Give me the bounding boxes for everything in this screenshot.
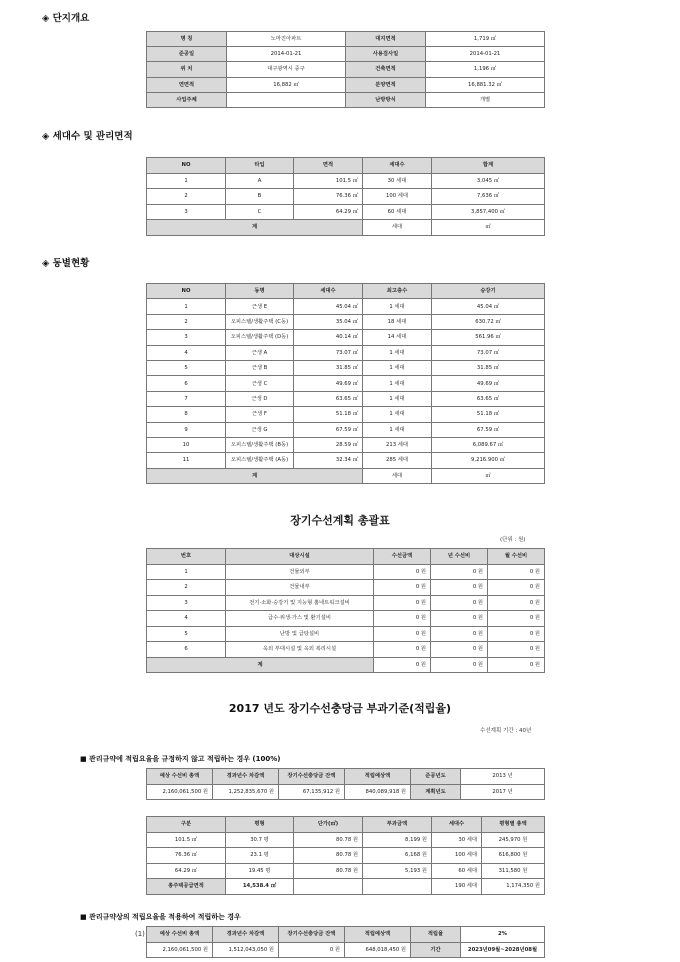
table-cell: 2014-01-21 — [227, 47, 346, 62]
table-cell: 67,135,912 원 — [279, 784, 345, 800]
table-cell: 명 칭 — [147, 32, 227, 47]
table-cell: 4 — [147, 611, 226, 627]
table-cell: 기간 — [411, 942, 461, 958]
table-cell: 49.69 ㎡ — [294, 376, 363, 391]
table-cell: 승강기 — [432, 284, 545, 299]
table-cell: 28.59 ㎡ — [294, 437, 363, 452]
table-cell: 0 원 — [431, 611, 488, 627]
table-row — [147, 422, 545, 437]
table-cell: 11 — [147, 453, 226, 468]
table-cell: 76.36 ㎡ — [147, 848, 226, 864]
table-cell: 1 세대 — [363, 422, 432, 437]
table-cell: 67.59 ㎡ — [294, 422, 363, 437]
table-cell: 1 세대 — [363, 376, 432, 391]
complex-overview-table — [146, 31, 545, 108]
table-cell: 6,168 원 — [363, 848, 432, 864]
table-cell: 6 — [147, 642, 226, 658]
table-cell: 위 치 — [147, 62, 227, 77]
table-cell: 오피스텔/생활주택 (A동) — [226, 453, 294, 468]
table-cell: 0 원 — [374, 642, 431, 658]
table-cell: 오피스텔/생활주택 (B동) — [226, 437, 294, 452]
table-cell: 2% — [461, 927, 545, 943]
table-cell: 32.34 ㎡ — [294, 453, 363, 468]
table-cell: 동명 — [226, 284, 294, 299]
table-row — [147, 879, 545, 895]
table-row — [147, 189, 545, 205]
table-cell: 0 원 — [488, 642, 545, 658]
table-cell: 14 세대 — [363, 330, 432, 345]
table-cell: 30.7 평 — [226, 832, 294, 848]
table-cell: 3,857,400 ㎡ — [432, 204, 545, 220]
table-cell: 5 — [147, 360, 226, 375]
allowance-criteria-title: 2017 년도 장기수선충당금 부과기준(적립율) — [228, 702, 452, 715]
table-cell — [294, 879, 363, 895]
table-cell: 합계 — [432, 158, 545, 174]
table-cell: 2013 년 — [461, 769, 545, 785]
table-row — [147, 437, 545, 452]
table-cell: 난방 및 급탕설비 — [226, 626, 374, 642]
table-cell: 년 수선비 — [431, 549, 488, 565]
table-cell: 0 원 — [431, 642, 488, 658]
table-row — [147, 848, 545, 864]
table-row — [147, 158, 545, 174]
table-cell: 계 — [147, 220, 363, 236]
table-cell: 계획년도 — [411, 784, 461, 800]
table-cell: 1 세대 — [363, 391, 432, 406]
table-row — [147, 92, 545, 107]
table-cell: 8 — [147, 407, 226, 422]
table-cell: 0 원 — [488, 564, 545, 580]
table-cell: 장기수선충당금 잔액 — [279, 927, 345, 943]
table-cell: 73.07 ㎡ — [294, 345, 363, 360]
table-cell: 0 원 — [488, 657, 545, 673]
table-cell: 7 — [147, 391, 226, 406]
table-cell: 101.5 ㎡ — [294, 173, 363, 189]
table-cell: 2 — [147, 580, 226, 596]
section-title-complex-overview: ◈ 단지개요 — [42, 13, 90, 24]
table-cell: 16,882 ㎡ — [227, 77, 346, 92]
table-row — [147, 62, 545, 77]
table-cell: 49.69 ㎡ — [432, 376, 545, 391]
table-row — [147, 360, 545, 375]
table-cell: 사용검사일 — [346, 47, 426, 62]
table-cell: 근생 C — [226, 376, 294, 391]
table-cell: 64.29 ㎡ — [294, 204, 363, 220]
table-cell: 타입 — [226, 158, 294, 174]
table-cell: 0 원 — [374, 580, 431, 596]
table-row — [147, 77, 545, 92]
table-cell: 세대수 — [363, 158, 432, 174]
table-cell: 0 원 — [431, 564, 488, 580]
table-row — [147, 611, 545, 627]
table-cell: 1,252,835,670 원 — [213, 784, 279, 800]
table-cell: 16,881.32 ㎡ — [426, 77, 545, 92]
table-cell: 장기수선충당금 잔액 — [279, 769, 345, 785]
table-cell: 8,199 원 — [363, 832, 432, 848]
table-row — [147, 299, 545, 314]
table-cell: 적립예상액 — [345, 769, 411, 785]
table-cell: 30 세대 — [363, 173, 432, 189]
table-cell: 0 원 — [431, 626, 488, 642]
table-row — [147, 204, 545, 220]
table-row — [147, 220, 545, 236]
table-row — [147, 284, 545, 299]
table-cell: 14,538.4 ㎡ — [226, 879, 294, 895]
table-cell: 35.04 ㎡ — [294, 314, 363, 329]
table-cell: 대지면적 — [346, 32, 426, 47]
table-row — [147, 817, 545, 833]
table-cell: 세대 — [363, 468, 432, 483]
table-cell: 4 — [147, 345, 226, 360]
part2-marker: (1) — [135, 930, 145, 938]
table-cell: NO — [147, 158, 226, 174]
table-cell: 준공일 — [147, 47, 227, 62]
table-cell: 1 — [147, 173, 226, 189]
part1-summary-table — [146, 768, 545, 800]
table-cell: 근생 F — [226, 407, 294, 422]
table-cell: 근생 G — [226, 422, 294, 437]
table-cell: 2,160,061,500 원 — [147, 784, 213, 800]
table-cell: 적립율 — [411, 927, 461, 943]
table-cell: 31.85 ㎡ — [294, 360, 363, 375]
table-cell: 0 원 — [374, 626, 431, 642]
table-cell: 0 원 — [374, 595, 431, 611]
table-cell: 건물내부 — [226, 580, 374, 596]
table-cell: 80.78 원 — [294, 832, 363, 848]
table-cell: 0 원 — [374, 657, 431, 673]
table-cell: 세대 — [363, 220, 432, 236]
table-cell: 101.5 ㎡ — [147, 832, 226, 848]
table-cell: 80.78 원 — [294, 848, 363, 864]
table-cell — [363, 879, 432, 895]
table-cell: 면적 — [294, 158, 363, 174]
table-cell: 45.04 ㎡ — [432, 299, 545, 314]
table-cell: 계 — [147, 657, 374, 673]
table-cell: 경과년수 차감액 — [213, 927, 279, 943]
table-cell: 45.04 ㎡ — [294, 299, 363, 314]
building-status-table — [146, 283, 545, 484]
table-cell: 0 원 — [374, 564, 431, 580]
table-cell: 최고층수 — [363, 284, 432, 299]
table-cell: 건물외부 — [226, 564, 374, 580]
table-cell: 1 세대 — [363, 345, 432, 360]
table-cell: 월 수선비 — [488, 549, 545, 565]
table-cell: 5,193 원 — [363, 863, 432, 879]
table-cell: 561.96 ㎡ — [432, 330, 545, 345]
table-cell: 2023년09월~2028년08월 — [461, 942, 545, 958]
table-cell: 2,160,061,500 원 — [147, 942, 213, 958]
part2-summary-table — [146, 926, 545, 958]
table-row — [147, 832, 545, 848]
table-cell: 0 원 — [431, 595, 488, 611]
table-cell: 준공년도 — [411, 769, 461, 785]
table-cell: 616,800 원 — [482, 848, 545, 864]
table-cell: 0 원 — [374, 611, 431, 627]
table-cell: 213 세대 — [363, 437, 432, 452]
table-row — [147, 345, 545, 360]
table-cell: 2014-01-21 — [426, 47, 545, 62]
part1-title: ■ 관리규약에 적립요율을 규정하지 않고 적립하는 경우 (100%) — [80, 755, 281, 763]
table-cell: 단가(㎡) — [294, 817, 363, 833]
table-cell: 3 — [147, 330, 226, 345]
table-cell: 100 세대 — [432, 848, 482, 864]
table-cell: 평형 — [226, 817, 294, 833]
table-cell: 63.65 ㎡ — [294, 391, 363, 406]
table-cell: 76.36 ㎡ — [294, 189, 363, 205]
table-cell: 1 — [147, 564, 226, 580]
table-cell: A — [226, 173, 294, 189]
table-cell: 0 원 — [431, 657, 488, 673]
table-cell: 1 세대 — [363, 407, 432, 422]
table-cell: 64.29 ㎡ — [147, 863, 226, 879]
table-row — [147, 863, 545, 879]
table-row — [147, 564, 545, 580]
table-cell: 노마진아파트 — [227, 32, 346, 47]
table-cell: 67.59 ㎡ — [432, 422, 545, 437]
table-cell: 대상시설 — [226, 549, 374, 565]
table-cell: 0 원 — [488, 580, 545, 596]
table-cell: C — [226, 204, 294, 220]
table-cell: 3,045 ㎡ — [432, 173, 545, 189]
table-cell: 대구광역시 중구 — [227, 62, 346, 77]
table-cell: 190 세대 — [432, 879, 482, 895]
table-cell: 사업주체 — [147, 92, 227, 107]
table-cell: 계 — [147, 468, 363, 483]
table-cell: 19.45 평 — [226, 863, 294, 879]
table-row — [147, 32, 545, 47]
table-row — [147, 626, 545, 642]
table-cell: 적립예상액 — [345, 927, 411, 943]
table-cell: 10 — [147, 437, 226, 452]
period-note: 수선계획 기간 : 40년 — [480, 728, 532, 734]
table-row — [147, 784, 545, 800]
table-cell: 경과년수 차감액 — [213, 769, 279, 785]
table-cell: 분양면적 — [346, 77, 426, 92]
table-cell: 평형별 총액 — [482, 817, 545, 833]
table-cell: 51.18 ㎡ — [432, 407, 545, 422]
table-cell: 전기·소화·승강기 및 지능형 홈네트워크설비 — [226, 595, 374, 611]
table-cell: 2 — [147, 189, 226, 205]
table-cell: 0 원 — [488, 626, 545, 642]
table-cell: 2 — [147, 314, 226, 329]
table-cell: 9 — [147, 422, 226, 437]
table-cell: 2017 년 — [461, 784, 545, 800]
table-cell: 1,196 ㎡ — [426, 62, 545, 77]
table-cell: 31.85 ㎡ — [432, 360, 545, 375]
table-row — [147, 942, 545, 958]
table-cell: 840,089,918 원 — [345, 784, 411, 800]
table-row — [147, 549, 545, 565]
table-cell: 1 세대 — [363, 299, 432, 314]
table-row — [147, 407, 545, 422]
part1-detail-table — [146, 816, 545, 895]
table-cell: 0 원 — [431, 580, 488, 596]
table-row — [147, 580, 545, 596]
table-cell: 1,174,350 원 — [482, 879, 545, 895]
table-cell: 1 세대 — [363, 360, 432, 375]
table-cell: 80.78 원 — [294, 863, 363, 879]
table-cell: 0 원 — [279, 942, 345, 958]
table-row — [147, 376, 545, 391]
long-term-repair-summary-title: 장기수선계획 총괄표 — [290, 514, 390, 527]
table-cell: 63.65 ㎡ — [432, 391, 545, 406]
table-cell: 60 세대 — [432, 863, 482, 879]
table-cell: 18 세대 — [363, 314, 432, 329]
table-row — [147, 769, 545, 785]
table-cell: 수선금액 — [374, 549, 431, 565]
table-cell: 7,636 ㎡ — [432, 189, 545, 205]
table-cell: 0 원 — [488, 595, 545, 611]
table-row — [147, 391, 545, 406]
table-cell: ㎡ — [432, 220, 545, 236]
table-cell: 245,970 원 — [482, 832, 545, 848]
table-cell: 51.18 ㎡ — [294, 407, 363, 422]
table-cell: 예상 수선비 총액 — [147, 927, 213, 943]
table-cell: 난방방식 — [346, 92, 426, 107]
table-cell: 1,719 ㎡ — [426, 32, 545, 47]
table-cell: 0 원 — [488, 611, 545, 627]
table-cell: 1,512,043,050 원 — [213, 942, 279, 958]
table-cell: 9,216.900 ㎡ — [432, 453, 545, 468]
table-cell: 311,580 원 — [482, 863, 545, 879]
table-cell: 세대수 — [294, 284, 363, 299]
table-cell: 급수·위생·가스 및 환기설비 — [226, 611, 374, 627]
repair-summary-table — [146, 548, 545, 673]
table-cell: 오피스텔/생활주택 (C동) — [226, 314, 294, 329]
section-title-building-status: ◈ 동별현황 — [42, 258, 90, 269]
table-cell: B — [226, 189, 294, 205]
table-cell: 5 — [147, 626, 226, 642]
table-cell: 3 — [147, 204, 226, 220]
table-cell: 옥외 부대시설 및 옥외 복리시설 — [226, 642, 374, 658]
table-cell: ㎡ — [432, 468, 545, 483]
table-cell: 개별 — [426, 92, 545, 107]
table-row — [147, 468, 545, 483]
table-cell: 예상 수선비 총액 — [147, 769, 213, 785]
table-cell: 285 세대 — [363, 453, 432, 468]
table-cell: NO — [147, 284, 226, 299]
table-cell: 근생 A — [226, 345, 294, 360]
table-cell: 오피스텔/생활주택 (D동) — [226, 330, 294, 345]
table-cell: 630.72 ㎡ — [432, 314, 545, 329]
table-cell: 3 — [147, 595, 226, 611]
table-cell: 연면적 — [147, 77, 227, 92]
table-cell: 구분 — [147, 817, 226, 833]
table-cell: 근생 B — [226, 360, 294, 375]
table-cell: 30 세대 — [432, 832, 482, 848]
table-cell: 60 세대 — [363, 204, 432, 220]
table-cell: 근생 D — [226, 391, 294, 406]
table-cell — [227, 92, 346, 107]
part2-title: ■ 관리규약상의 적립요율을 적용하여 적립하는 경우 — [80, 913, 241, 921]
section-title-units-area: ◈ 세대수 및 관리면적 — [42, 131, 133, 142]
table-row — [147, 47, 545, 62]
table-row — [147, 642, 545, 658]
table-cell: 번호 — [147, 549, 226, 565]
table-cell: 총주택공급면적 — [147, 879, 226, 895]
table-cell: 73.07 ㎡ — [432, 345, 545, 360]
units-area-table — [146, 157, 545, 236]
table-row — [147, 657, 545, 673]
table-cell: 1 — [147, 299, 226, 314]
table-cell: 648,018,450 원 — [345, 942, 411, 958]
table-cell: 근생 E — [226, 299, 294, 314]
table-cell: 부과금액 — [363, 817, 432, 833]
table-cell: 23.1 평 — [226, 848, 294, 864]
table-row — [147, 595, 545, 611]
table-row — [147, 314, 545, 329]
table-row — [147, 173, 545, 189]
table-cell: 100 세대 — [363, 189, 432, 205]
table-row — [147, 453, 545, 468]
table-cell: 6,089.67 ㎡ — [432, 437, 545, 452]
table-cell: 6 — [147, 376, 226, 391]
table-row — [147, 927, 545, 943]
table-cell: 건축면적 — [346, 62, 426, 77]
unit-note: (단위 : 원) — [500, 537, 526, 543]
table-cell: 세대수 — [432, 817, 482, 833]
table-cell: 40.14 ㎡ — [294, 330, 363, 345]
table-row — [147, 330, 545, 345]
